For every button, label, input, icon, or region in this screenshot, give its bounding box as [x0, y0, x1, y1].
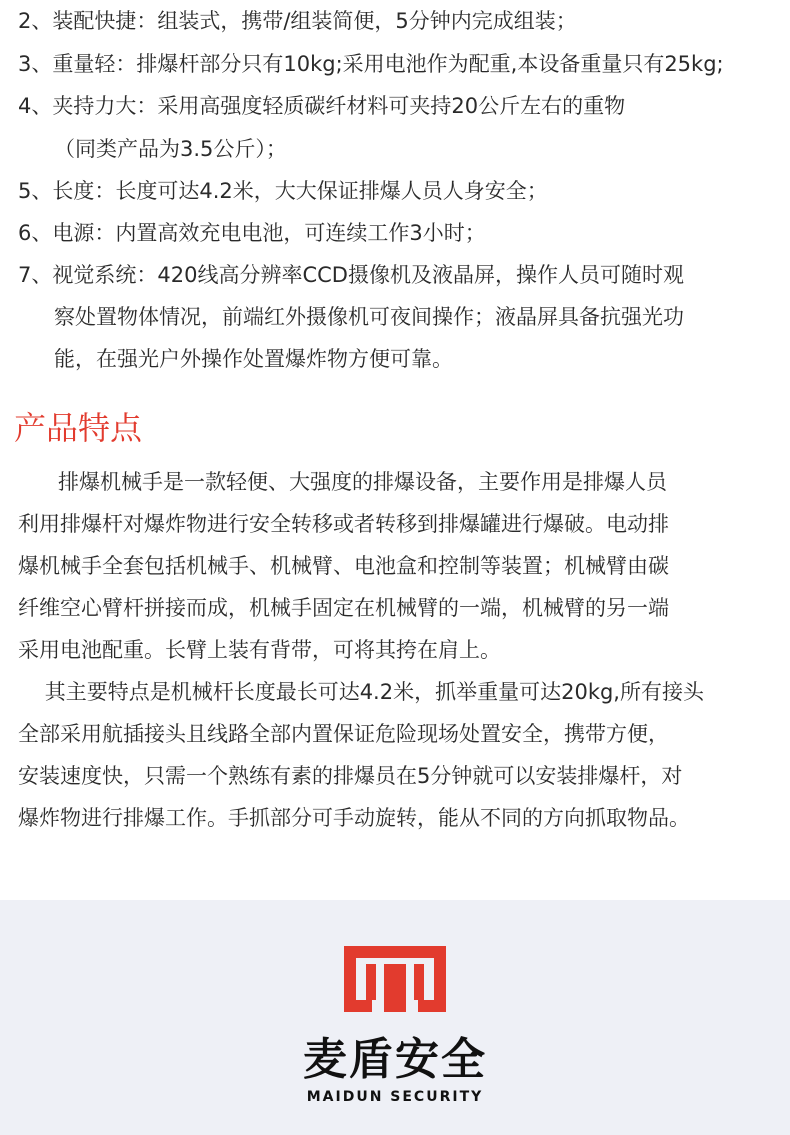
feature-line: 全部采用航插接头且线路全部内置保证危险现场处置安全，携带方便，: [18, 722, 669, 746]
feature-line: 其主要特点是机械杆长度最长可达4.2米，抓举重量可达20kg,所有接头: [18, 680, 704, 704]
feature-line: 利用排爆杆对爆炸物进行安全转移或者转移到排爆罐进行爆破。电动排: [18, 512, 669, 536]
spec-item-vision-cont-1: 察处置物体情况，前端红外摄像机可夜间操作；液晶屏具备抗强光功: [54, 305, 684, 329]
feature-line: 纤维空心臂杆拼接而成，机械手固定在机械臂的一端，机械臂的另一端: [18, 596, 669, 620]
feature-line: 排爆机械手是一款轻便、大强度的排爆设备，主要作用是排爆人员: [18, 470, 668, 494]
spec-item-assembly: 2、装配快捷：组装式，携带/组装简便，5分钟内完成组装；: [18, 9, 577, 33]
spec-item-grip: 4、夹持力大：采用高强度轻质碳纤材料可夹持20公斤左右的重物: [18, 94, 626, 118]
spec-item-length: 5、长度：长度可达4.2米，大大保证排爆人员人身安全；: [18, 179, 548, 203]
feature-line: 爆机械手全套包括机械手、机械臂、电池盒和控制等装置；机械臂由碳: [18, 554, 669, 578]
feature-line: 采用电池配重。长臂上装有背带，可将其挎在肩上。: [18, 638, 501, 662]
feature-line: 爆炸物进行排爆工作。手抓部分可手动旋转，能从不同的方向抓取物品。: [18, 806, 690, 830]
spec-item-vision-cont-2: 能，在强光户外操作处置爆炸物方便可靠。: [54, 347, 453, 371]
spec-item-vision: 7、视觉系统：420线高分辨率CCD摄像机及液晶屏，操作人员可随时观: [18, 263, 684, 287]
spec-item-grip-note: （同类产品为3.5公斤）；: [54, 137, 287, 161]
spec-item-power: 6、电源：内置高效充电电池，可连续工作3小时；: [18, 221, 486, 245]
brand-name-cn: 麦盾安全: [303, 1034, 487, 1085]
feature-line: 安装速度快，只需一个熟练有素的排爆员在5分钟就可以安装排爆杆，对: [18, 764, 683, 788]
section-title-features: 产品特点: [14, 409, 143, 447]
maidun-logo-icon: [344, 946, 446, 1012]
brand-name-en: MAIDUN SECURITY: [306, 1089, 484, 1105]
spec-item-weight: 3、重量轻：排爆杆部分只有10kg;采用电池作为配重,本设备重量只有25kg;: [18, 52, 724, 76]
